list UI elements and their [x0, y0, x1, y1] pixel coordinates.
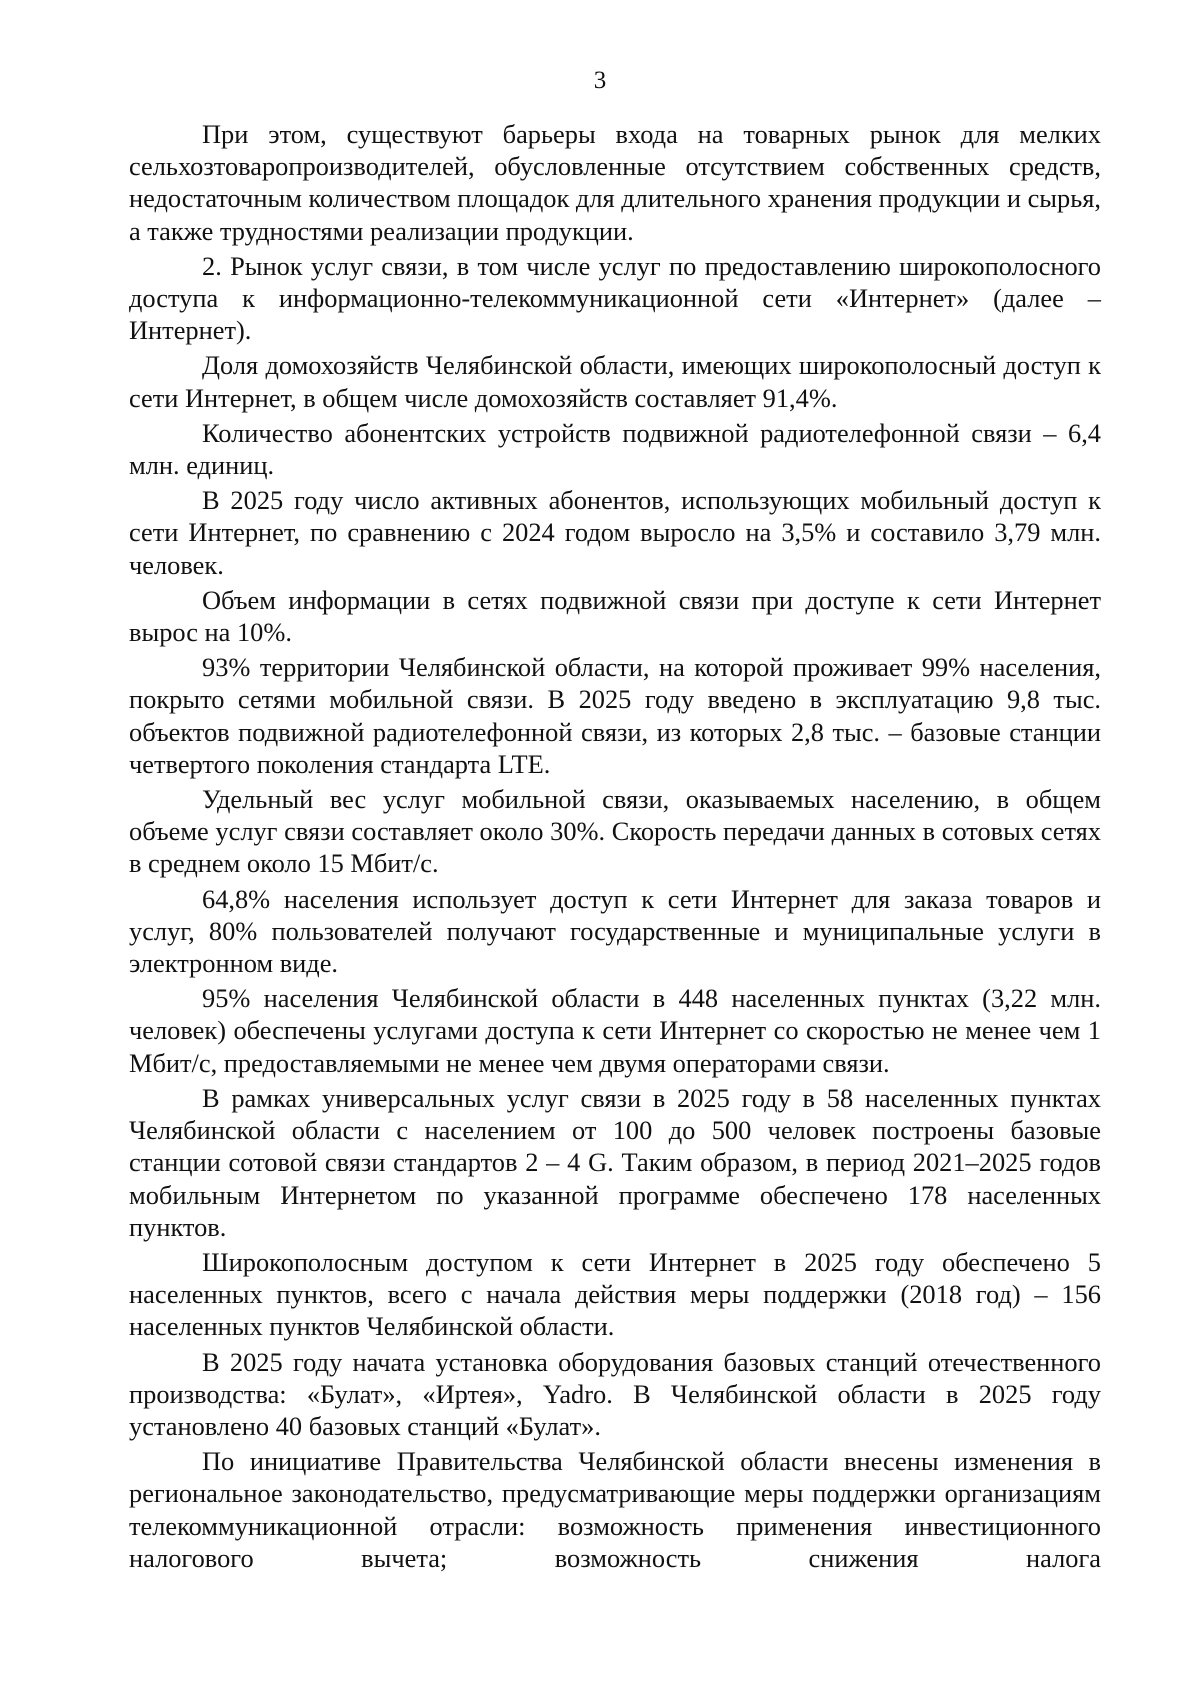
- document-body: [129, 118, 1101, 1574]
- paragraph-data-volume: Объем информации в сетях подвижной связи при доступе к сети Интернет вырос на 10%.: [129, 584, 1101, 648]
- paragraph-broadband-settlements: Широкополосным доступом к сети Интернет в 2025 году обеспечено 5 населенных пунктов, всего с начала действия меры поддержки (2018 год) – 156 населенных пунктов Челябинской области.: [129, 1246, 1101, 1342]
- paragraph-online-services: 64,8% населения использует доступ к сети Интернет для заказа товаров и услуг, 80% пользователей получают государственные и муниципальные услуги в электронном виде.: [129, 883, 1101, 979]
- paragraph-mobile-share: Удельный вес услуг мобильной связи, оказываемых населению, в общем объеме услуг связи составляет около 30%. Скорость передачи данных в сотовых сетях в среднем около 15 Мбит/с.: [129, 784, 1101, 879]
- paragraph-domestic-equipment: В 2025 году начата установка оборудования базовых станций отечественного производства: «Булат», «Иртея», Yadro. В Челябинской области в 2025 году установлено 40 базовых станций «Булат».: [129, 1346, 1101, 1441]
- paragraph-coverage: 93% территории Челябинской области, на которой проживает 99% населения, покрыто сетями мобильной связи. В 2025 году введено в эксплуатацию 9,8 тыс. объектов подвижной радиотелефонной связи, из которых 2,8 тыс. – базовые станции четвертого поколения стандарта LTE.: [129, 652, 1101, 779]
- paragraph-active-subscribers: В 2025 году число активных абонентов, использующих мобильный доступ к сети Интернет, по сравнению с 2024 годом выросло на 3,5% и составило 3,79 млн. человек.: [129, 485, 1101, 580]
- paragraph-universal-services: В рамках универсальных услуг связи в 2025 году в 58 населенных пунктах Челябинской области с населением от 100 до 500 человек построены базовые станции сотовой связи стандартов 2 – 4 G. Таким образом, в период 2021–2025 годов мобильным Интернетом по указанной программе обеспечено 178 населенных пунктов.: [129, 1082, 1101, 1242]
- page-number: 3: [593, 67, 607, 94]
- paragraph-barriers: При этом, существуют барьеры входа на товарных рынок для мелких сельхозтоваропроизводителей, обусловленные отсутствием собственных средств, недостаточным количеством площадок для длительного хранения продукции и сырья, а также трудностями реализации продукции.: [129, 119, 1101, 246]
- paragraph-broadband-households: Доля домохозяйств Челябинской области, имеющих широкополосный доступ к сети Интернет, в общем числе домохозяйств составляет 91,4%.: [129, 350, 1101, 413]
- paragraph-communications-market: 2. Рынок услуг связи, в том числе услуг по предоставлению широкополосного доступа к информационно-телекоммуникационной сети «Интернет» (далее – Интернет).: [129, 250, 1101, 346]
- paragraph-legislation: По инициативе Правительства Челябинской области внесены изменения в региональное законодательство, предусматривающие меры поддержки организациям телекоммуникационной отрасли: возможность применения инвестиционного налогового вычета; возможность снижения налога: [129, 1446, 1101, 1573]
- paragraph-subscriber-devices: Количество абонентских устройств подвижной радиотелефонной связи – 6,4 млн. единиц.: [129, 417, 1101, 481]
- paragraph-access-speed: 95% населения Челябинской области в 448 населенных пунктах (3,22 млн. человек) обеспечены услугами доступа к сети Интернет со скоростью не менее чем 1 Мбит/с, предоставляемыми не менее чем двумя операторами связи.: [129, 983, 1101, 1078]
